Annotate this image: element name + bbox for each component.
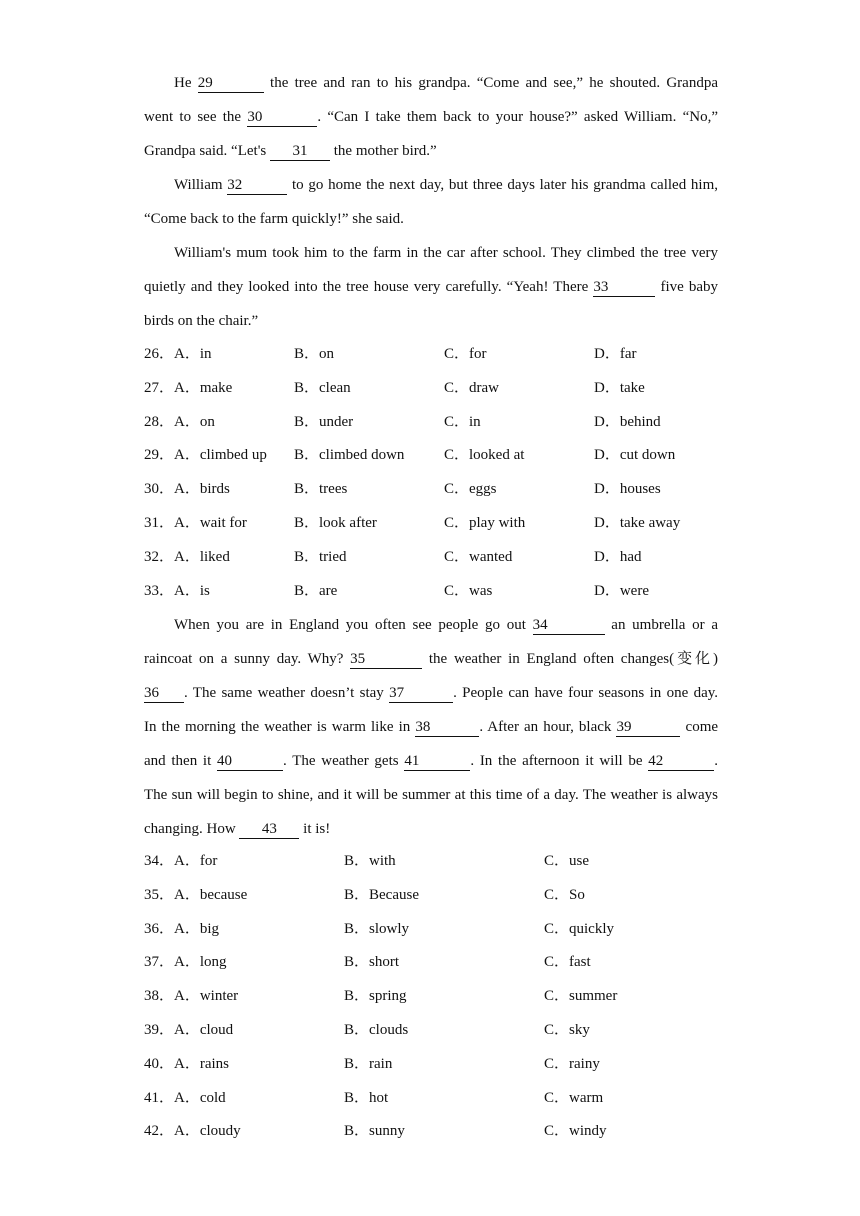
option-b[interactable]: B．on <box>294 346 335 362</box>
passage2-line-7: changing. How 43 it is! <box>144 821 331 837</box>
option-c[interactable]: C．summer <box>544 988 618 1005</box>
blank-33: 33 <box>593 279 655 297</box>
option-b[interactable]: B．spring <box>344 988 407 1005</box>
question-number: 30． <box>144 481 175 498</box>
option-a[interactable]: A．cold <box>174 1089 226 1106</box>
option-c[interactable]: C．fast <box>544 954 591 971</box>
option-b[interactable]: B．sunny <box>344 1123 405 1140</box>
blank-40: 40 <box>217 753 283 771</box>
option-c[interactable]: C．sky <box>544 1022 590 1038</box>
question-number: 33． <box>144 582 175 599</box>
blank-30: 30 <box>247 109 317 127</box>
option-a[interactable]: A．is <box>174 582 210 599</box>
blank-42: 42 <box>648 753 714 771</box>
blank-35: 35 <box>350 651 422 669</box>
passage1-line-1: He 29 the tree and ran to his grandpa. “Come and see,” he shouted. Grandpa <box>174 75 718 91</box>
option-c[interactable]: C．windy <box>544 1123 607 1140</box>
question-number: 34． <box>144 853 175 869</box>
blank-37: 37 <box>389 685 453 703</box>
option-b[interactable]: B．under <box>294 413 354 430</box>
option-c[interactable]: C．in <box>444 413 481 430</box>
option-a[interactable]: A．in <box>174 346 212 362</box>
option-c[interactable]: C．draw <box>444 379 499 396</box>
passage1-line-8: birds on the chair.” <box>144 313 259 329</box>
option-b[interactable]: B．Because <box>344 886 419 903</box>
passage2-line-4: In the morning the weather is warm like in 38 . After an hour, black 39 come <box>144 719 719 735</box>
option-b[interactable]: B．tried <box>294 548 347 565</box>
question-number: 40． <box>144 1055 175 1072</box>
question-number: 41． <box>144 1089 175 1106</box>
blank-32: 32 <box>227 177 287 195</box>
option-b[interactable]: B．trees <box>294 481 348 498</box>
option-c[interactable]: C．quickly <box>544 920 614 937</box>
option-d[interactable]: D．had <box>594 548 642 565</box>
option-a[interactable]: A．cloudy <box>174 1123 241 1140</box>
blank-29: 29 <box>198 75 264 93</box>
option-b[interactable]: B．look after <box>294 515 377 531</box>
option-d[interactable]: D．houses <box>594 481 661 498</box>
option-c[interactable]: C．looked at <box>444 447 525 464</box>
option-d[interactable]: D．far <box>594 346 637 362</box>
option-a[interactable]: A．cloud <box>174 1022 234 1038</box>
option-b[interactable]: B．hot <box>344 1089 389 1106</box>
option-b[interactable]: B．rain <box>344 1055 393 1072</box>
option-c[interactable]: C．So <box>544 886 585 903</box>
option-a[interactable]: A．climbed up <box>174 447 267 464</box>
option-d[interactable]: D．take away <box>594 515 681 531</box>
passage1-line-6: William's mum took him to the farm in the car after school. They climbed the tree very <box>174 245 718 261</box>
passage2-line-3: 36 . The same weather doesn’t stay 37 . People can have four seasons in one day. <box>144 685 718 701</box>
option-d[interactable]: D．cut down <box>594 447 676 464</box>
option-d[interactable]: D．take <box>594 379 645 396</box>
option-b[interactable]: B．clean <box>294 379 351 396</box>
passage1-line-4: William 32 to go home the next day, but three days later his grandma called him, <box>174 177 719 193</box>
question-number: 29． <box>144 447 175 464</box>
option-c[interactable]: C．warm <box>544 1089 604 1106</box>
option-b[interactable]: B．with <box>344 853 396 869</box>
option-a[interactable]: A．big <box>174 920 220 937</box>
question-number: 42． <box>144 1123 175 1140</box>
option-d[interactable]: D．behind <box>594 413 661 430</box>
passage2-line-6: The sun will begin to shine, and it will be summer at this time of a day. The weather is always <box>144 787 718 803</box>
blank-38: 38 <box>415 719 479 737</box>
option-a[interactable]: A．birds <box>174 481 230 498</box>
question-number: 28． <box>144 413 175 430</box>
option-a[interactable]: A．winter <box>174 988 239 1005</box>
blank-34: 34 <box>533 617 605 635</box>
option-c[interactable]: C．play with <box>444 515 526 531</box>
passage1-line-5: “Come back to the farm quickly!” she said. <box>144 211 404 227</box>
passage1-line-7: quietly and they looked into the tree house very carefully. “Yeah! There 33 five baby <box>144 279 719 295</box>
option-b[interactable]: B．short <box>344 954 400 971</box>
question-number: 26． <box>144 346 175 362</box>
option-b[interactable]: B．clouds <box>344 1022 409 1038</box>
passage2-line-2: raincoat on a sunny day. Why? 35 the weather in England often changes(变化) <box>144 651 719 667</box>
passage2-line-5: and then it 40 . The weather gets 41 . In the afternoon it will be 42 . <box>144 753 719 769</box>
option-c[interactable]: C．eggs <box>444 481 497 498</box>
option-d[interactable]: D．were <box>594 582 649 599</box>
passage2-line-1: When you are in England you often see people go out 34 an umbrella or a <box>174 617 719 633</box>
question-number: 31． <box>144 515 175 531</box>
option-b[interactable]: B．climbed down <box>294 447 405 464</box>
passage1-line-3: Grandpa said. “Let's 31 the mother bird.” <box>144 143 437 159</box>
question-number: 36． <box>144 920 175 937</box>
option-b[interactable]: B．are <box>294 582 338 599</box>
blank-41: 41 <box>404 753 470 771</box>
option-a[interactable]: A．make <box>174 379 233 396</box>
option-c[interactable]: C．for <box>444 346 487 362</box>
option-a[interactable]: A．wait for <box>174 515 247 531</box>
question-number: 35． <box>144 886 175 903</box>
option-c[interactable]: C．wanted <box>444 548 513 565</box>
option-a[interactable]: A．because <box>174 886 248 903</box>
option-b[interactable]: B．slowly <box>344 920 410 937</box>
question-number: 32． <box>144 548 175 565</box>
passage1-line-2: went to see the 30 . “Can I take them back to your house?” asked William. “No,” <box>144 109 719 125</box>
option-a[interactable]: A．liked <box>174 548 230 565</box>
option-c[interactable]: C．rainy <box>544 1055 600 1072</box>
option-a[interactable]: A．for <box>174 853 218 869</box>
blank-43: 43 <box>239 821 299 839</box>
option-a[interactable]: A．long <box>174 954 227 971</box>
blank-39: 39 <box>616 719 680 737</box>
question-number: 38． <box>144 988 175 1005</box>
blank-31: 31 <box>270 143 330 161</box>
option-a[interactable]: A．on <box>174 413 215 430</box>
option-c[interactable]: C．was <box>444 582 493 599</box>
option-a[interactable]: A．rains <box>174 1055 229 1072</box>
question-number: 27． <box>144 379 175 396</box>
option-c[interactable]: C．use <box>544 853 590 869</box>
blank-36: 36 <box>144 685 184 703</box>
question-number: 39． <box>144 1022 175 1038</box>
question-number: 37． <box>144 954 175 971</box>
